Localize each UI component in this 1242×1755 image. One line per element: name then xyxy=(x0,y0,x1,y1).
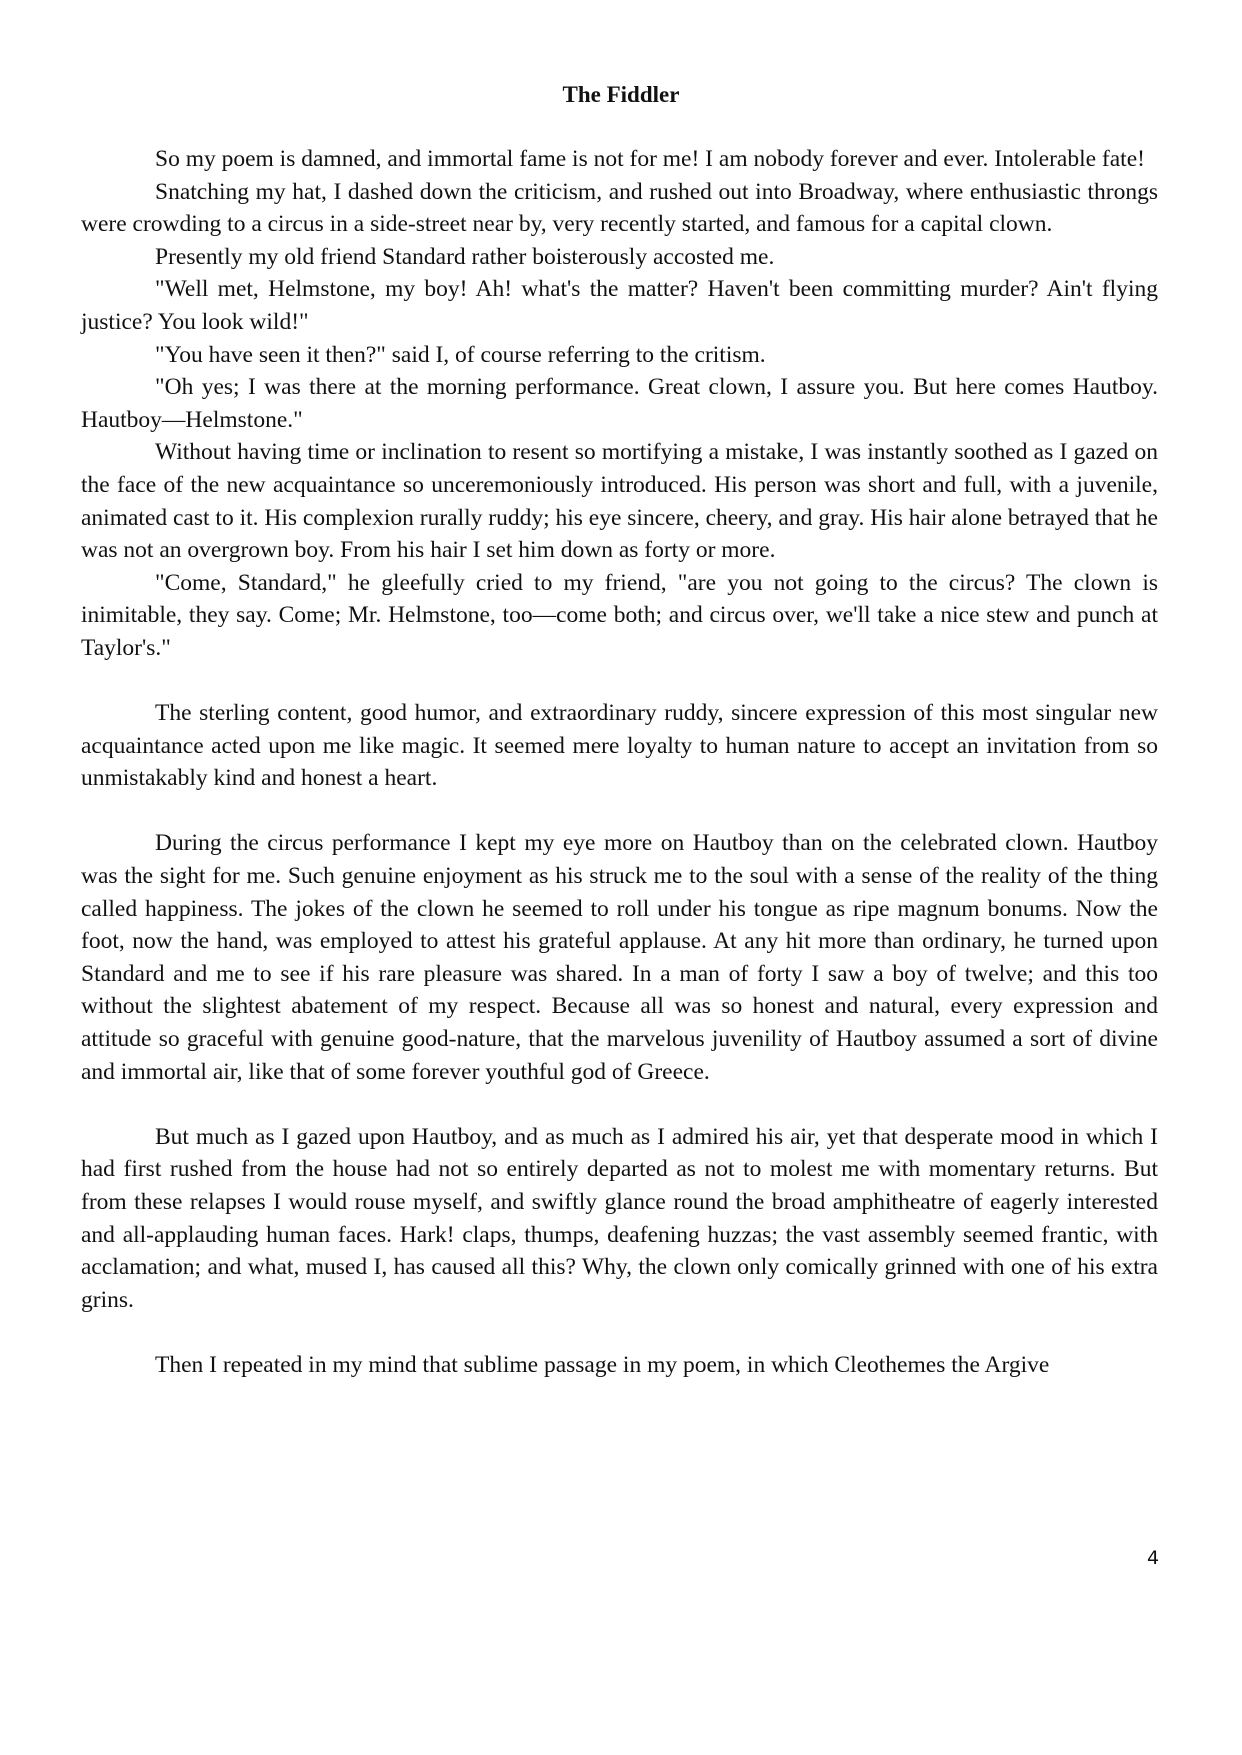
paragraph: "Oh yes; I was there at the morning performance. Great clown, I assure you. But here comes Hautboy. Hautboy—Helmstone." xyxy=(81,374,1158,433)
paragraph: "Come, Standard," he gleefully cried to my friend, "are you not going to the circus? The clown is inimitable, they say. Come; Mr. Helmstone, too—come both; and circus over, we'll take a nice stew and punch at Taylor's." xyxy=(81,569,1158,661)
page-title: The Fiddler xyxy=(562,82,680,107)
paragraph: So my poem is damned, and immortal fame is not for me! I am nobody forever and ever. Intolerable fate! xyxy=(155,146,1145,172)
paragraph: Without having time or inclination to resent so mortifying a mistake, I was instantly soothed as I gazed on the face of the new acquaintance so unceremoniously introduced. His person was short and full, with a juvenile, animated cast to it. His complexion rurally ruddy; his eye sincere, cheery, and gray. His hair alone betrayed that he was not an overgrown boy. From his hair I set him down as forty or more. xyxy=(81,439,1158,564)
paragraph: "Well met, Helmstone, my boy! Ah! what's the matter? Haven't been committing murder? Ain't flying justice? You look wild!" xyxy=(81,276,1158,335)
paragraph: "You have seen it then?" said I, of course referring to the critism. xyxy=(155,341,766,368)
paragraph: Snatching my hat, I dashed down the criticism, and rushed out into Broadway, where enthusiastic throngs were crowding to a circus in a side-street near by, very recently started, and famous for a capital clown. xyxy=(81,178,1158,238)
body-text xyxy=(81,143,1158,1382)
paragraph: Then I repeated in my mind that sublime passage in my poem, in which Cleothemes the Argive xyxy=(155,1351,1050,1378)
paragraph: Presently my old friend Standard rather boisterously accosted me. xyxy=(155,243,775,270)
paragraph: But much as I gazed upon Hautboy, and as much as I admired his air, yet that desperate mood in which I had first rushed from the house had not so entirely departed as not to molest me with momentary returns. But from these relapses I would rouse myself, and swiftly glance round the broad amphitheatre of eagerly interested and all-applauding human faces. Hark! claps, thumps, deafening huzzas; the vast assembly seemed frantic, with acclamation; and what, mused I, has caused all this? Why, the clown only comically grinned with one of his extra grins. xyxy=(81,1123,1158,1313)
paragraph: The sterling content, good humor, and extraordinary ruddy, sincere expression of this most singular new acquaintance acted upon me like magic. It seemed mere loyalty to human nature to accept an invitation from so unmistakably kind and honest a heart. xyxy=(81,700,1158,792)
paragraph: During the circus performance I kept my eye more on Hautboy than on the celebrated clown. Hautboy was the sight for me. Such genuine enjoyment as his struck me to the soul with a sense of the reality of the thing called happiness. The jokes of the clown he seemed to roll under his tongue as ripe magnum bonums. Now the foot, now the hand, was employed to attest his grateful applause. At any hit more than ordinary, he turned upon Standard and me to see if his rare pleasure was shared. In a man of forty I saw a boy of twelve; and this too without the slightest abatement of my respect. Because all was so honest and natural, every expression and attitude so graceful with genuine good-nature, that the marvelous juvenility of Hautboy assumed a sort of divine and immortal air, like that of some forever youthful god of Greece. xyxy=(81,830,1158,1085)
page-number: 4 xyxy=(1146,1547,1160,1569)
